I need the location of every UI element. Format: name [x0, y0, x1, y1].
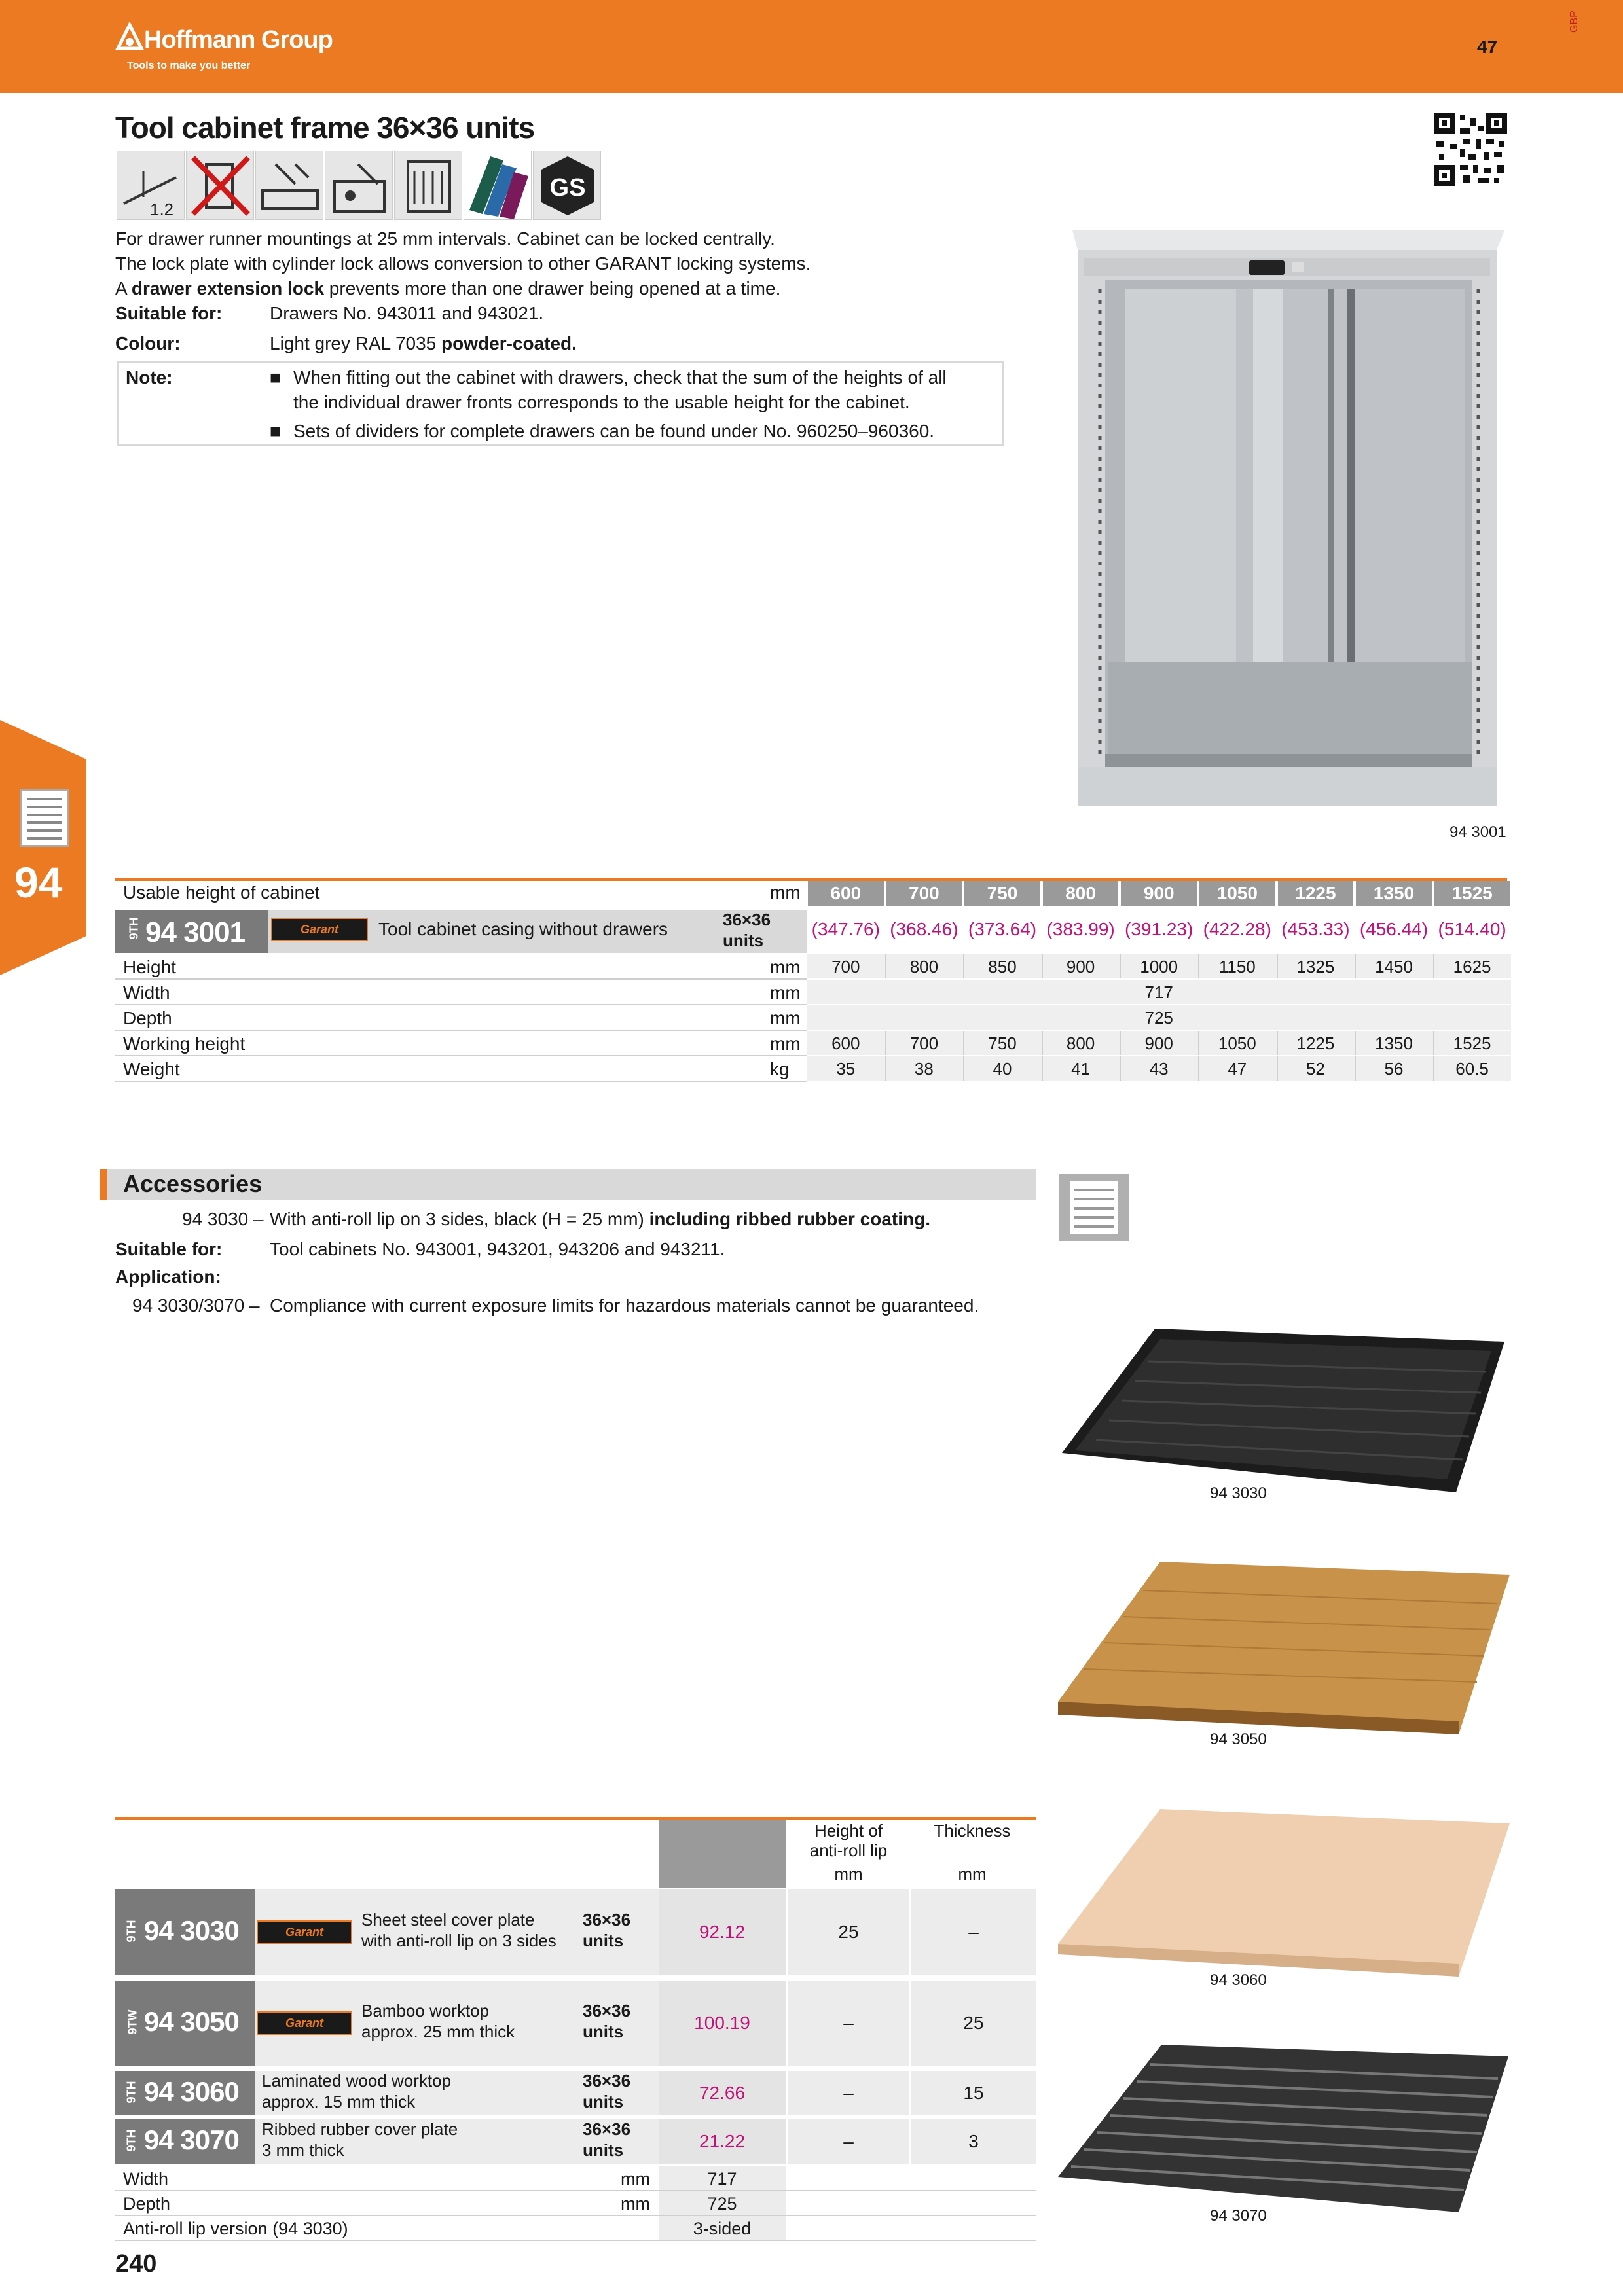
acc-footer-divider [115, 2240, 1036, 2241]
acc-units-1: 36×36 [583, 2119, 631, 2139]
acc-price: 92.12 [699, 1922, 746, 1942]
acc-units-1: 36×36 [583, 2001, 631, 2020]
article-prefix: 9TH [124, 1920, 138, 1943]
acc-units-2: units [583, 2022, 624, 2041]
acc-price-header [659, 1820, 786, 1888]
accessories-marker [100, 1169, 107, 1200]
col-divider [1120, 954, 1121, 978]
acc-footer-value: 725 [707, 2194, 737, 2214]
article-number-block: 9TH 94 3001 [115, 910, 268, 953]
note-item-1b: the individual drawer fronts corresponds to the usable height for the cabinet. [293, 392, 910, 412]
acc-units-1: 36×36 [583, 2071, 631, 2090]
note-label: Note: [126, 367, 173, 387]
colour-value: Light grey RAL 7035 powder-coated. [270, 333, 577, 353]
acc-article-block [115, 1889, 255, 1975]
spec-value: 700 [831, 957, 860, 977]
col-divider [885, 954, 886, 978]
image-caption-3070: 94 3070 [1210, 2207, 1267, 2225]
spec-value: 1050 [1218, 1033, 1256, 1053]
ribbed-rubber-plate-image [1058, 2042, 1510, 2212]
cabinet-image [1059, 230, 1504, 808]
description-line-1: For drawer runner mountings at 25 mm intervals. Cabinet can be locked centrally. [115, 228, 775, 249]
garant-logo: Garant [271, 918, 368, 941]
description-line-2: The lock plate with cylinder lock allows conversion to other GARANT locking systems. [115, 253, 811, 274]
spec-value: 38 [914, 1059, 934, 1079]
spec-value: 850 [988, 957, 1017, 977]
column-header: 1525 [1434, 881, 1510, 906]
spec-unit: mm [770, 1033, 801, 1054]
acc-footer-value: 3-sided [693, 2219, 752, 2238]
spec-label: Depth [123, 1008, 172, 1028]
col-divider [1433, 1031, 1434, 1055]
col-divider [1277, 954, 1278, 978]
acc-units-2: units [583, 2140, 624, 2160]
acc-footer-label: Anti-roll lip version (94 3030) [123, 2219, 348, 2238]
row-divider [115, 978, 807, 980]
column-header: 600 [808, 881, 884, 906]
acc-suitable-value: Tool cabinets No. 943001, 943201, 943206 and 943211. [270, 1239, 725, 1259]
col-divider [1355, 1031, 1356, 1055]
gs-certified-icon [533, 151, 601, 220]
column-header: 700 [886, 881, 962, 906]
spec-value: 900 [1066, 957, 1095, 977]
acc-table-top-rule [115, 1817, 1036, 1820]
column-header: 1350 [1356, 881, 1432, 906]
acc-thickness-value: 3 [968, 2131, 979, 2151]
acc-desc-line-2: approx. 15 mm thick [262, 2092, 416, 2111]
hoffmann-logo-icon [115, 22, 144, 55]
column-header: 800 [1043, 881, 1119, 906]
article-number: 94 3070 [144, 2125, 239, 2155]
spec-value: 1350 [1375, 1033, 1413, 1053]
language-code: GBP [1569, 10, 1580, 33]
article-prefix: 9TW [126, 2009, 139, 2035]
column-header: 1050 [1199, 881, 1275, 906]
load-1.2-icon [117, 151, 185, 220]
units-line-2: units [723, 931, 764, 950]
acc-desc-line-1: Bamboo worktop [361, 2001, 490, 2020]
acc-desc-line-1: Laminated wood worktop [262, 2071, 452, 2090]
spec-unit: kg [770, 1059, 790, 1079]
column-header: 750 [964, 881, 1040, 906]
spec-value-span: 717 [1144, 982, 1173, 1002]
article-prefix: 9TH [124, 2081, 138, 2104]
col-divider [1042, 954, 1043, 978]
suitable-for-label: Suitable for: [115, 303, 223, 323]
chapter-number: 94 [14, 858, 63, 906]
article-description: Tool cabinet casing without drawers [378, 919, 668, 939]
spec-value: 700 [909, 1033, 939, 1053]
acc-application-number: 94 3030/3070 – [132, 1295, 260, 1316]
acc-thickness-value: 25 [963, 2013, 984, 2033]
acc-desc-line-2: approx. 25 mm thick [361, 2022, 515, 2041]
usable-height-unit: mm [770, 882, 801, 903]
spec-value: 47 [1228, 1059, 1247, 1079]
spec-value: 800 [909, 957, 939, 977]
garant-logo: Garant [257, 1920, 352, 1944]
rubber-coated-plate-image [1057, 1322, 1508, 1492]
acc-thickness-value: 15 [963, 2083, 984, 2103]
price-cell: (514.40) [1438, 919, 1506, 939]
spec-value: 56 [1384, 1059, 1404, 1079]
col-divider [1277, 1031, 1278, 1055]
spec-value: 1325 [1296, 957, 1335, 977]
drawer-cabinet-icon [20, 789, 69, 847]
page-number-bottom: 240 [115, 2250, 157, 2278]
col-divider [1277, 1056, 1278, 1081]
laminated-worktop-image [1058, 1809, 1510, 1977]
locking-icon [325, 151, 393, 220]
spec-label: Weight [123, 1059, 180, 1079]
spec-value: 35 [836, 1059, 856, 1079]
bamboo-worktop-image [1058, 1558, 1510, 1734]
acc-footer-divider [115, 2190, 1036, 2191]
col-divider [963, 1031, 964, 1055]
acc-suitable-label: Suitable for: [115, 1239, 223, 1259]
spec-value: 41 [1071, 1059, 1091, 1079]
spec-label: Width [123, 982, 170, 1003]
units-line-1: 36×36 [723, 910, 771, 929]
acc-units-2: units [583, 1931, 624, 1950]
image-caption-3030: 94 3030 [1210, 1484, 1267, 1502]
col-divider [963, 1056, 964, 1081]
col-divider [1042, 1031, 1043, 1055]
acc-price: 100.19 [694, 2013, 750, 2033]
row-divider [115, 1055, 807, 1056]
drawer-insert-icon [255, 151, 323, 220]
drawer-lock-icon [394, 151, 462, 220]
spec-value: 600 [831, 1033, 860, 1053]
row-divider [115, 1030, 807, 1031]
price-cell: (391.23) [1125, 919, 1194, 939]
acc-lip-value: – [843, 2083, 854, 2103]
spec-value: 800 [1066, 1033, 1095, 1053]
price-cell: (456.44) [1359, 919, 1429, 939]
col-divider [1355, 1056, 1356, 1081]
thickness-header: Thickness [934, 1821, 1011, 1840]
svg-text:GS: GS [549, 174, 586, 202]
brand-name: Hoffmann Group [144, 26, 333, 54]
spec-value: 40 [993, 1059, 1012, 1079]
note-item-2: Sets of dividers for complete drawers can be found under No. 960250–960360. [293, 421, 935, 441]
brand-tagline: Tools to make you better [127, 60, 251, 71]
acc-footer-unit: mm [621, 2169, 650, 2189]
acc-thickness-value: – [968, 1922, 979, 1942]
acc-line1-text: With anti-roll lip on 3 sides, black (H = 25 mm) including ribbed rubber coating. [270, 1209, 930, 1229]
article-number: 94 3050 [144, 2006, 239, 2037]
spec-unit: mm [770, 982, 801, 1003]
acc-desc-line-2: with anti-roll lip on 3 sides [361, 1931, 556, 1950]
acc-units-1: 36×36 [583, 1910, 631, 1929]
price-cell: (368.46) [890, 919, 958, 939]
spec-value: 750 [988, 1033, 1017, 1053]
spec-unit: mm [770, 1008, 801, 1028]
no-tipping-icon [186, 151, 254, 220]
acc-footer-label: Width [123, 2169, 169, 2189]
row-divider [115, 1004, 807, 1005]
spec-value: 900 [1144, 1033, 1173, 1053]
col-divider [1198, 1056, 1199, 1081]
col-divider [1198, 954, 1199, 978]
lip-header-2: anti-roll lip [809, 1840, 888, 1860]
acc-article-block [115, 1981, 255, 2066]
thickness-header-unit: mm [958, 1864, 987, 1884]
col-divider [1120, 1031, 1121, 1055]
image-caption: 94 3001 [1450, 823, 1506, 841]
col-divider [1042, 1056, 1043, 1081]
acc-footer-unit: mm [621, 2194, 650, 2214]
price-cell: (347.76) [811, 919, 880, 939]
acc-desc-line-1: Sheet steel cover plate [361, 1910, 535, 1929]
spec-value: 52 [1305, 1059, 1325, 1079]
spec-value: 1525 [1453, 1033, 1491, 1053]
article-prefix: 9TH [124, 2129, 138, 2152]
price-cell: (453.33) [1281, 919, 1350, 939]
acc-article-block [115, 2071, 255, 2115]
article-number: 94 3030 [144, 1915, 239, 1946]
page-number-top: 47 [1477, 37, 1498, 57]
spec-value: 1450 [1375, 957, 1413, 977]
svg-text:1.2: 1.2 [150, 200, 174, 219]
cabinet-accessory-icon [1059, 1174, 1129, 1241]
article-number: 94 3060 [144, 2076, 239, 2107]
col-divider [1433, 954, 1434, 978]
spec-value: 1625 [1453, 957, 1491, 977]
price-cell: (383.99) [1046, 919, 1115, 939]
acc-footer-divider [115, 2215, 1036, 2216]
note-item-1a: When fitting out the cabinet with drawers, check that the sum of the heights of all [293, 367, 947, 387]
col-divider [885, 1056, 886, 1081]
suitable-for-value: Drawers No. 943011 and 943021. [270, 303, 544, 323]
acc-desc-line-1: Ribbed rubber cover plate [262, 2119, 458, 2139]
spec-value: 43 [1149, 1059, 1169, 1079]
acc-desc-line-2: 3 mm thick [262, 2140, 344, 2160]
qr-code-icon[interactable] [1434, 113, 1507, 186]
col-divider [885, 1031, 886, 1055]
col-divider [1433, 1056, 1434, 1081]
spec-label: Height [123, 957, 176, 977]
acc-line1-number: 94 3030 – [182, 1209, 264, 1229]
acc-price: 72.66 [699, 2083, 746, 2103]
acc-application-value: Compliance with current exposure limits for hazardous materials cannot be guaranteed. [270, 1295, 979, 1316]
acc-footer-value: 717 [707, 2169, 737, 2189]
col-divider [1120, 1056, 1121, 1081]
accessories-title: Accessories [123, 1170, 263, 1197]
spec-unit: mm [770, 957, 801, 977]
usable-height-label: Usable height of cabinet [123, 882, 320, 903]
acc-lip-value: 25 [838, 1922, 859, 1942]
col-divider [1355, 954, 1356, 978]
colour-label: Colour: [115, 333, 181, 353]
acc-footer-label: Depth [123, 2194, 171, 2214]
image-caption-3060: 94 3060 [1210, 1971, 1267, 1989]
acc-application-label: Application: [115, 1266, 221, 1287]
note-bullet-icon: ■ [270, 421, 281, 441]
acc-article-block [115, 2119, 255, 2164]
product-title: Tool cabinet frame 36×36 units [115, 111, 535, 145]
spec-value: 1000 [1140, 957, 1178, 977]
image-caption-3050: 94 3050 [1210, 1731, 1267, 1748]
col-divider [963, 954, 964, 978]
acc-price: 21.22 [699, 2131, 746, 2151]
price-cell: (422.28) [1203, 919, 1271, 939]
acc-lip-value: – [843, 2131, 854, 2151]
column-header: 900 [1121, 881, 1197, 906]
note-bullet-icon: ■ [270, 367, 281, 387]
lip-header-1: Height of [814, 1821, 883, 1840]
acc-units-2: units [583, 2092, 624, 2111]
spec-value-span: 725 [1144, 1008, 1173, 1028]
spec-label: Working height [123, 1033, 246, 1054]
lip-header-unit: mm [834, 1864, 863, 1884]
row-divider [115, 1081, 807, 1082]
spec-value: 60.5 [1455, 1059, 1489, 1079]
price-cell: (373.64) [968, 919, 1037, 939]
column-header: 1225 [1278, 881, 1354, 906]
garant-logo: Garant [257, 2011, 352, 2035]
spec-value: 1225 [1296, 1033, 1335, 1053]
spec-value: 1150 [1218, 957, 1256, 977]
col-divider [1198, 1031, 1199, 1055]
colour-swatch-icon [464, 151, 532, 220]
description-line-3: A drawer extension lock prevents more than one drawer being opened at a time. [115, 278, 781, 298]
acc-lip-value: – [843, 2013, 854, 2033]
